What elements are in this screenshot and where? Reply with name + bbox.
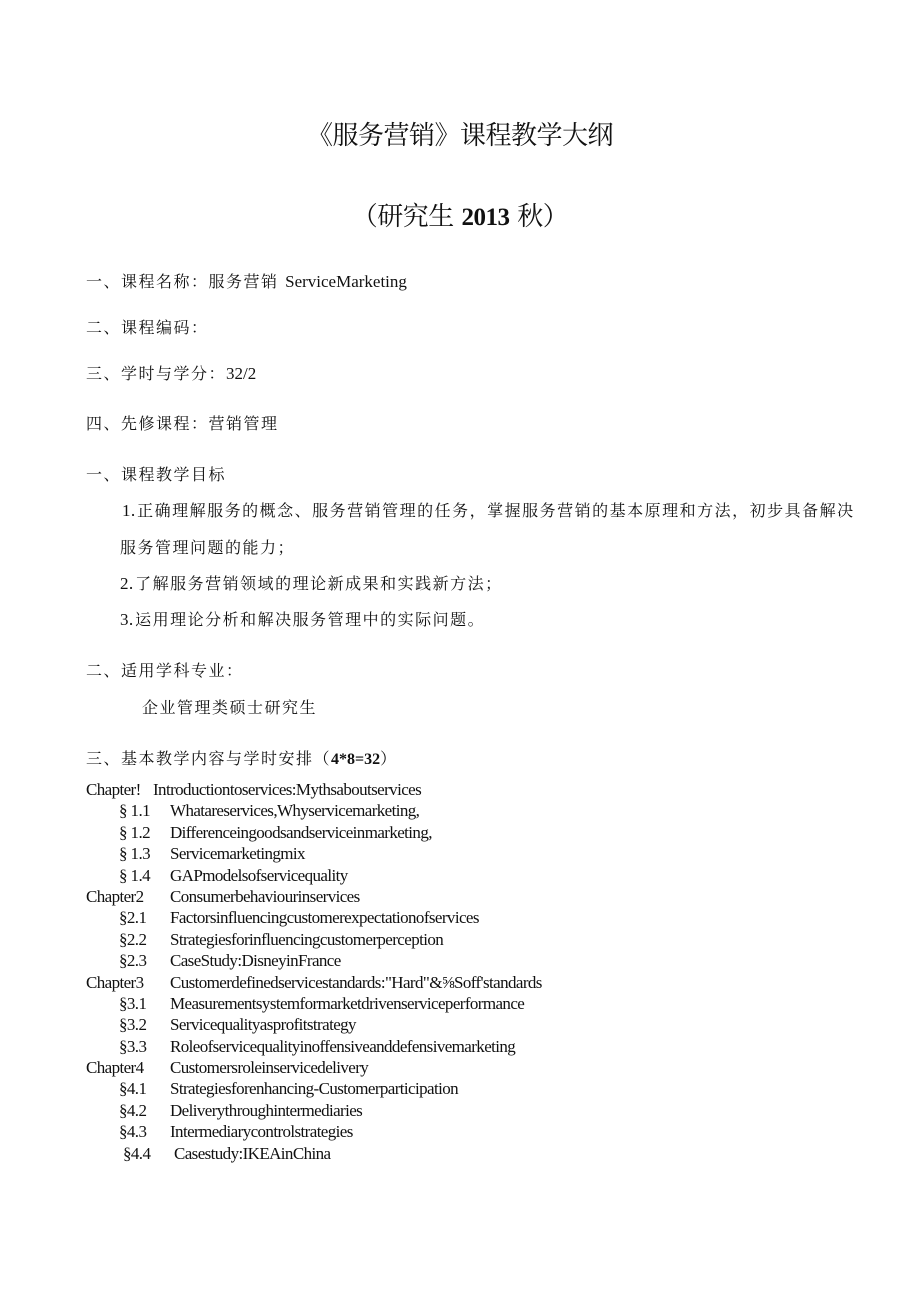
document-title: 《服务营销》课程教学大纲	[306, 121, 613, 151]
objectives-heading: 一、课程教学目标	[86, 465, 227, 484]
outline-number: §4.4	[123, 1143, 151, 1163]
course-name-label: 一、课程名称：	[86, 272, 209, 291]
outline-text: Whatareservices,Whyservicemarketing,	[170, 801, 420, 821]
outline-row	[86, 1014, 886, 1035]
hours-credits-label: 三、学时与学分：	[86, 364, 227, 383]
prerequisite-value: 营销管理	[208, 414, 279, 433]
outline-text: Measurementsystemformarketdrivenserviceperformance	[170, 993, 525, 1013]
outline-number: Chapter!	[86, 780, 141, 799]
outline-row	[86, 907, 886, 928]
prerequisite-label: 四、先修课程：	[86, 414, 209, 433]
document-subtitle	[0, 196, 920, 233]
outline-text: Consumerbehaviourinservices	[170, 886, 360, 906]
subtitle-prefix: （研究生	[351, 202, 462, 232]
outline-row	[86, 1121, 886, 1142]
outline-number: Chapter3	[86, 972, 144, 992]
outline-number: Chapter4	[86, 1058, 144, 1078]
objective-num-3: 3	[120, 610, 129, 629]
outline-number: §3.3	[119, 1036, 147, 1056]
outline-row	[86, 865, 886, 886]
outline-number: § 1.2	[119, 822, 151, 842]
outline-text: Casestudy:IKEAinChina	[174, 1143, 331, 1163]
course-name-line	[86, 269, 407, 292]
objective-item-1-cont: 服务管理问题的能力；	[120, 538, 296, 557]
outline-row	[86, 822, 886, 843]
course-name-cn: 服务营销	[208, 272, 286, 291]
outline-text: GAPmodelsofservicequality	[170, 865, 348, 885]
outline-row	[86, 1100, 886, 1121]
course-name-en: ServiceMarketing	[285, 272, 407, 291]
outline-row	[86, 800, 886, 821]
outline-text: Intermediarycontrolstrategies	[170, 1122, 353, 1142]
objective-item-3	[120, 607, 485, 630]
objective-item-1	[122, 498, 855, 521]
outline-row	[86, 1057, 886, 1078]
outline-row	[86, 929, 886, 950]
outline-row	[86, 993, 886, 1014]
content-heading	[86, 746, 398, 769]
outline-row	[86, 1143, 886, 1164]
outline-number: §4.2	[119, 1100, 147, 1120]
outline-row	[86, 843, 886, 864]
outline-number: § 1.4	[119, 865, 151, 885]
prerequisite-line	[86, 411, 279, 434]
outline-number: §2.2	[119, 929, 147, 949]
outline-row	[86, 950, 886, 971]
outline-text: Servicemarketingmix	[170, 844, 305, 864]
outline-row	[86, 972, 886, 993]
outline-number: §4.3	[119, 1122, 147, 1142]
outline-text: Deliverythroughintermediaries	[170, 1100, 363, 1120]
subtitle-suffix: 秋）	[509, 202, 569, 232]
objective-text-3: .运用理论分析和解决服务管理中的实际问题。	[128, 610, 486, 629]
outline-row	[86, 779, 886, 800]
outline-text: Strategiesforinfluencingcustomerperception	[170, 929, 444, 949]
outline-row	[86, 1078, 886, 1099]
course-outline	[86, 779, 886, 1164]
outline-text: Customersroleinservicedelivery	[170, 1058, 369, 1078]
outline-text: Strategiesforenhancing-Customerparticipation	[170, 1079, 459, 1099]
outline-text: Customerdefinedservicestandards:"Hard"&⅝Soff'standards	[170, 972, 542, 992]
outline-text: Servicequalityasprofitstrategy	[170, 1015, 356, 1035]
outline-text: Roleofservicequalityinoffensiveanddefensivemarketing	[170, 1036, 516, 1056]
hours-credits-line	[86, 361, 256, 384]
course-code-label: 二、课程编码：	[86, 318, 209, 337]
objective-item-2	[120, 571, 503, 594]
subtitle-year: 2013	[461, 204, 510, 231]
discipline-heading: 二、适用学科专业：	[86, 661, 244, 680]
outline-text: Differenceingoodsandserviceinmarketing,	[170, 822, 432, 842]
outline-number: § 1.3	[119, 844, 151, 864]
outline-row	[86, 886, 886, 907]
outline-number: §2.3	[119, 951, 147, 971]
course-code-line	[86, 315, 209, 338]
objective-text-1: .正确理解服务的概念、服务营销管理的任务，掌握服务营销的基本原理和方法，初步具备解决	[130, 501, 855, 520]
outline-text: Factorsinfluencingcustomerexpectationofservices	[170, 908, 479, 928]
outline-text: Introductiontoservices:Mythsaboutservices	[153, 780, 422, 799]
outline-number: §3.2	[119, 1015, 147, 1035]
content-heading-close: ）	[380, 749, 398, 768]
objective-num-1: 1	[122, 501, 131, 520]
content-heading-text: 三、基本教学内容与学时安排（	[86, 749, 332, 768]
outline-text: CaseStudy:DisneyinFrance	[170, 951, 341, 971]
outline-number: §2.1	[119, 908, 147, 928]
outline-number: §4.1	[119, 1079, 147, 1099]
objective-text-2: .了解服务营销领域的理论新成果和实践新方法；	[128, 574, 503, 593]
outline-row	[86, 1036, 886, 1057]
outline-number: Chapter2	[86, 886, 144, 906]
hours-credits-value: 32/2	[226, 364, 257, 383]
outline-number: §3.1	[119, 993, 147, 1013]
content-heading-hours: 4*8=32	[331, 751, 381, 768]
objective-num-2: 2	[120, 574, 129, 593]
outline-number: § 1.1	[119, 801, 151, 821]
discipline-value: 企业管理类硕士研究生	[142, 698, 318, 717]
